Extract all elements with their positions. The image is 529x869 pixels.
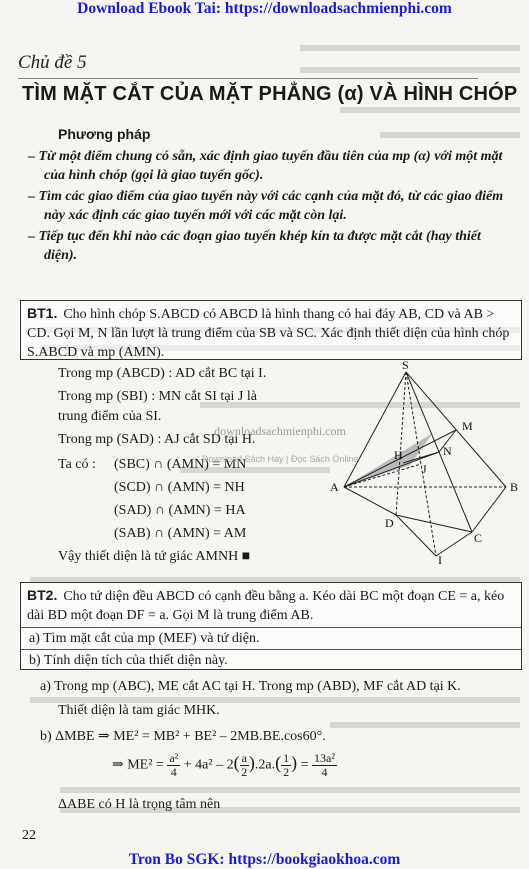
edge-SB bbox=[406, 372, 506, 487]
method-bullet: – Từ một điểm chung có sẵn, xác định giao tuyến đầu tiên của mp (α) với một mặt của hình chóp (gọi là giao tuyến gốc). bbox=[28, 149, 503, 183]
bt1-problem-box bbox=[20, 300, 522, 360]
pyramid-figure bbox=[326, 360, 522, 565]
download-banner[interactable]: Download Ebook Tai: https://downloadsachmienphi.com bbox=[77, 0, 452, 17]
formula-prefix: ⇒ ME² = bbox=[112, 757, 164, 773]
label-J: J bbox=[422, 462, 427, 476]
method-bullet: – Tìm các giao điểm của giao tuyến này với các cạnh của mặt đó, từ các giao điểm này xác định các giao tuyến mới với các mặt còn lại. bbox=[28, 189, 504, 223]
bt1-step: trung điểm của SI. bbox=[58, 409, 162, 424]
chapter-divider bbox=[18, 78, 478, 79]
bt2-part-a: a) Tìm mặt cắt của mp (MEF) và tứ diện. bbox=[21, 627, 521, 649]
label-I: I bbox=[438, 553, 442, 565]
section-shading bbox=[344, 433, 433, 487]
bt2-answer-a-line2: Thiết diện là tam giác MHK. bbox=[58, 703, 220, 718]
page-number: 22 bbox=[22, 828, 36, 843]
edge-DC bbox=[396, 515, 472, 532]
bt1-step: Trong mp (SAD) : AJ cắt SD tại H. bbox=[58, 432, 256, 447]
label-A: A bbox=[330, 480, 339, 494]
label-N: N bbox=[443, 444, 452, 458]
label-D: D bbox=[385, 516, 394, 530]
edge-BC bbox=[472, 487, 506, 532]
bt2-label: BT2. bbox=[27, 587, 58, 603]
bt2-problem-box bbox=[20, 582, 522, 670]
method-heading: Phương pháp bbox=[58, 126, 151, 142]
bt2-answer-b-line3: ΔABE có H là trọng tâm nên bbox=[58, 797, 221, 812]
bt2-answer-a-line1: a) Trong mp (ABC), ME cắt AC tại H. Trong mp (ABD), MF cắt AD tại K. bbox=[40, 679, 461, 694]
bt2-answer-b-line1: b) ΔMBE ⇒ ME² = MB² + BE² – 2MB.BE.cos60°. bbox=[40, 729, 326, 744]
bt1-problem-text: Cho hình chóp S.ABCD có ABCD là hình thang có hai đáy AB, CD và AB > CD. Gọi M, N lần lượt là trung điểm của SB và SC. Xác định thiết diện của hình chóp S.ABCD và mp (AMN). bbox=[27, 307, 510, 360]
watermark-subtitle: Download Sách Hay | Đọc Sách Online bbox=[202, 454, 359, 464]
chapter-title: TÌM MẶT CẮT CỦA MẶT PHẲNG (α) VÀ HÌNH CHÓP bbox=[22, 83, 518, 105]
bt1-conclusion: Vậy thiết diện là tứ giác AMNH ■ bbox=[58, 549, 251, 564]
footer-banner[interactable]: Tron Bo SGK: https://bookgiaokhoa.com bbox=[128, 851, 401, 868]
bt1-label: BT1. bbox=[27, 305, 58, 321]
watermark-site: downloadsachmienphi.com bbox=[214, 424, 346, 438]
label-H: H bbox=[394, 448, 403, 462]
label-M: M bbox=[462, 419, 473, 433]
intersection-line: (SBC) ∩ (AMN) = MN bbox=[114, 457, 247, 472]
bt1-step: Trong mp (ABCD) : AD cắt BC tại I. bbox=[58, 366, 267, 381]
bt2-part-b: b) Tính diện tích của thiết diện này. bbox=[21, 649, 521, 671]
intersection-line: (SCD) ∩ (AMN) = NH bbox=[114, 480, 245, 495]
bt2-problem-text: Cho tứ diện đều ABCD có cạnh đều bằng a. Kéo dài BC một đoạn CE = a, kéo dài BD một đoạn DF = a. Gọi M là trung điểm AB. bbox=[27, 589, 505, 623]
label-B: B bbox=[510, 480, 519, 494]
method-bullets bbox=[28, 148, 516, 268]
ta-co-label: Ta có : bbox=[58, 457, 96, 472]
method-bullet: – Tiếp tục đến khi nào các đoạn giao tuyến khép kín ta được mặt cắt (hay thiết diện). bbox=[28, 229, 481, 263]
intersection-line: (SAB) ∩ (AMN) = AM bbox=[114, 526, 247, 541]
bt1-step: Trong mp (SBI) : MN cắt SI tại J là bbox=[58, 389, 257, 404]
intersection-line: (SAD) ∩ (AMN) = HA bbox=[114, 503, 246, 518]
label-C: C bbox=[474, 531, 483, 545]
bt2-answer-b-formula: ⇒ ME² = $\frac{\text{a²}}{4}$ + 4a² – 2( $\frac{a}{2}$ ).2a.( $\frac{1}{2}$ ) = $\frac{\text{13a²}}{4}$ bbox=[112, 751, 335, 779]
chapter-label: Chủ đề 5 bbox=[18, 52, 87, 73]
label-S: S bbox=[402, 360, 409, 372]
edge-AD bbox=[344, 487, 396, 515]
edge-SD bbox=[396, 372, 406, 515]
